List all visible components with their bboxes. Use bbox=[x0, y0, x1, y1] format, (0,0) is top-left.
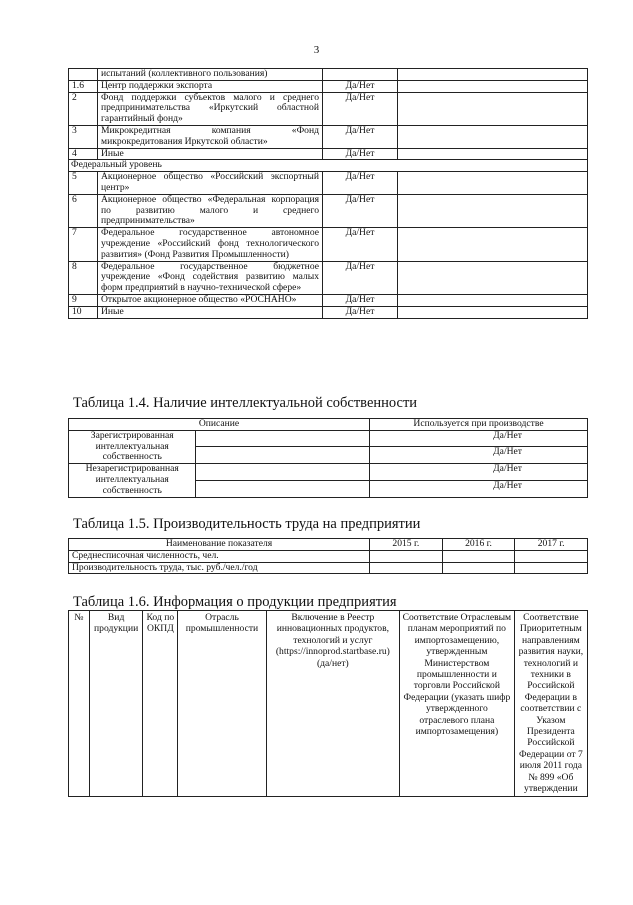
section-row bbox=[69, 160, 588, 172]
row-number: 3 bbox=[69, 125, 98, 148]
value-cell bbox=[515, 562, 588, 574]
table-1-5-caption: Таблица 1.5. Производительность труда на предприятии bbox=[73, 516, 421, 532]
unregistered-ip-label: Незарегистрированная интеллектуальная собственность bbox=[69, 464, 196, 497]
institution-name: Федеральное государственное автономное учреждение «Российский фонд технологического развития» (Фонд Развития Промышленности) bbox=[98, 228, 323, 261]
table-1-4-caption: Таблица 1.4. Наличие интеллектуальной собственности bbox=[73, 395, 418, 411]
federal-level-label: Федеральный уровень bbox=[69, 160, 588, 172]
empty-cell bbox=[196, 464, 370, 481]
yes-no-cell: Да/Нет bbox=[323, 194, 398, 227]
table-row bbox=[69, 125, 588, 148]
row-number: 7 bbox=[69, 228, 98, 261]
yes-no-cell: Да/Нет bbox=[370, 464, 588, 481]
institution-name: Фонд поддержки субъектов малого и среднего предпринимательства «Иркутский областной гарантийный фонд» bbox=[98, 92, 323, 125]
institution-name: Микрокредитная компания «Фонд микрокредитования Иркутской области» bbox=[98, 125, 323, 148]
table-row bbox=[69, 562, 588, 574]
row-number: 5 bbox=[69, 172, 98, 195]
institution-name: Иные bbox=[98, 148, 323, 160]
intellectual-property-table bbox=[68, 418, 588, 498]
empty-cell bbox=[398, 148, 588, 160]
table-header-row bbox=[69, 419, 588, 431]
table-row bbox=[69, 69, 588, 81]
okpd-code-header: Код по ОКПД bbox=[143, 611, 178, 797]
row-number bbox=[69, 69, 98, 81]
labor-productivity-table bbox=[68, 538, 588, 574]
yes-no-cell bbox=[323, 69, 398, 81]
institution-name: Центр поддержки экспорта bbox=[98, 80, 323, 92]
table-row bbox=[69, 306, 588, 318]
page-number: 3 bbox=[313, 44, 320, 56]
row-number: 4 bbox=[69, 148, 98, 160]
import-substitution-header: Соответствие Отраслевым планам мероприятий по импортозамещению, утвержденным Министерством промышленности и торговли Российской Федерации (указать шифр утвержденного отраслевого плана импортозамещения) bbox=[400, 611, 515, 797]
table-row bbox=[69, 92, 588, 125]
product-info-table bbox=[68, 610, 588, 797]
empty-cell bbox=[398, 261, 588, 294]
priority-directions-header: Соответствие Приоритетным направлениям развития науки, технологий и техники в Российской Федерации в соответствии с Указом Президента Российской Федерации от 7 июля 2011 года № 899 «Об утверждении bbox=[514, 611, 587, 797]
value-cell bbox=[442, 550, 515, 562]
empty-cell bbox=[398, 194, 588, 227]
product-type-header: Вид продукции bbox=[89, 611, 143, 797]
empty-cell bbox=[398, 228, 588, 261]
table-row bbox=[69, 194, 588, 227]
row-number: 8 bbox=[69, 261, 98, 294]
table-1-6-caption: Таблица 1.6. Информация о продукции предприятия bbox=[73, 594, 397, 610]
table-header-row bbox=[69, 611, 588, 797]
indicator-name: Среднесписочная численность, чел. bbox=[69, 550, 370, 562]
table-row bbox=[69, 550, 588, 562]
description-header: Описание bbox=[69, 419, 370, 431]
institution-name: испытаний (коллективного пользования) bbox=[98, 69, 323, 81]
table-row bbox=[69, 430, 588, 447]
yes-no-cell: Да/Нет bbox=[323, 228, 398, 261]
indicator-name-header: Наименование показателя bbox=[69, 539, 370, 551]
yes-no-cell: Да/Нет bbox=[323, 261, 398, 294]
number-header: № bbox=[69, 611, 90, 797]
row-number: 2 bbox=[69, 92, 98, 125]
empty-cell bbox=[398, 172, 588, 195]
yes-no-cell: Да/Нет bbox=[323, 92, 398, 125]
support-institutions-table bbox=[68, 68, 588, 319]
yes-no-cell: Да/Нет bbox=[323, 80, 398, 92]
table-row bbox=[69, 294, 588, 306]
table-row bbox=[69, 228, 588, 261]
yes-no-cell: Да/Нет bbox=[323, 148, 398, 160]
yes-no-cell: Да/Нет bbox=[323, 294, 398, 306]
yes-no-cell: Да/Нет bbox=[370, 430, 588, 447]
row-number: 9 bbox=[69, 294, 98, 306]
table-row bbox=[69, 148, 588, 160]
table-header-row bbox=[69, 539, 588, 551]
industry-header: Отрасль промышленности bbox=[178, 611, 267, 797]
institution-name: Федеральное государственное бюджетное учреждение «Фонд содействия развитию малых форм предприятий в научно-технической сфере» bbox=[98, 261, 323, 294]
empty-cell bbox=[196, 430, 370, 447]
institution-name: Открытое акционерное общество «РОСНАНО» bbox=[98, 294, 323, 306]
indicator-name: Производительность труда, тыс. руб./чел./год bbox=[69, 562, 370, 574]
empty-cell bbox=[398, 294, 588, 306]
yes-no-cell: Да/Нет bbox=[323, 172, 398, 195]
yes-no-cell: Да/Нет bbox=[370, 480, 588, 497]
empty-cell bbox=[398, 306, 588, 318]
institution-name: Акционерное общество «Российский экспортный центр» bbox=[98, 172, 323, 195]
yes-no-cell: Да/Нет bbox=[370, 447, 588, 464]
year-header: 2015 г. bbox=[370, 539, 443, 551]
row-number: 1.6 bbox=[69, 80, 98, 92]
value-cell bbox=[370, 550, 443, 562]
table-row bbox=[69, 464, 588, 481]
empty-cell bbox=[398, 125, 588, 148]
year-header: 2017 г. bbox=[515, 539, 588, 551]
institution-name: Акционерное общество «Федеральная корпорация по развитию малого и среднего предпринимательства» bbox=[98, 194, 323, 227]
row-number: 6 bbox=[69, 194, 98, 227]
yes-no-cell: Да/Нет bbox=[323, 306, 398, 318]
institution-name: Иные bbox=[98, 306, 323, 318]
registry-inclusion-header: Включение в Реестр инновационных продуктов, технологий и услуг (https://innoprod.startbase.ru) (да/нет) bbox=[266, 611, 399, 797]
value-cell bbox=[442, 562, 515, 574]
yes-no-cell: Да/Нет bbox=[323, 125, 398, 148]
used-in-production-header: Используется при производстве bbox=[370, 419, 588, 431]
empty-cell bbox=[196, 480, 370, 497]
empty-cell bbox=[398, 80, 588, 92]
table-row bbox=[69, 172, 588, 195]
year-header: 2016 г. bbox=[442, 539, 515, 551]
value-cell bbox=[370, 562, 443, 574]
table-row bbox=[69, 261, 588, 294]
value-cell bbox=[515, 550, 588, 562]
row-number: 10 bbox=[69, 306, 98, 318]
table-row bbox=[69, 80, 588, 92]
empty-cell bbox=[196, 447, 370, 464]
registered-ip-label: Зарегистрированная интеллектуальная собственность bbox=[69, 430, 196, 463]
empty-cell bbox=[398, 92, 588, 125]
empty-cell bbox=[398, 69, 588, 81]
